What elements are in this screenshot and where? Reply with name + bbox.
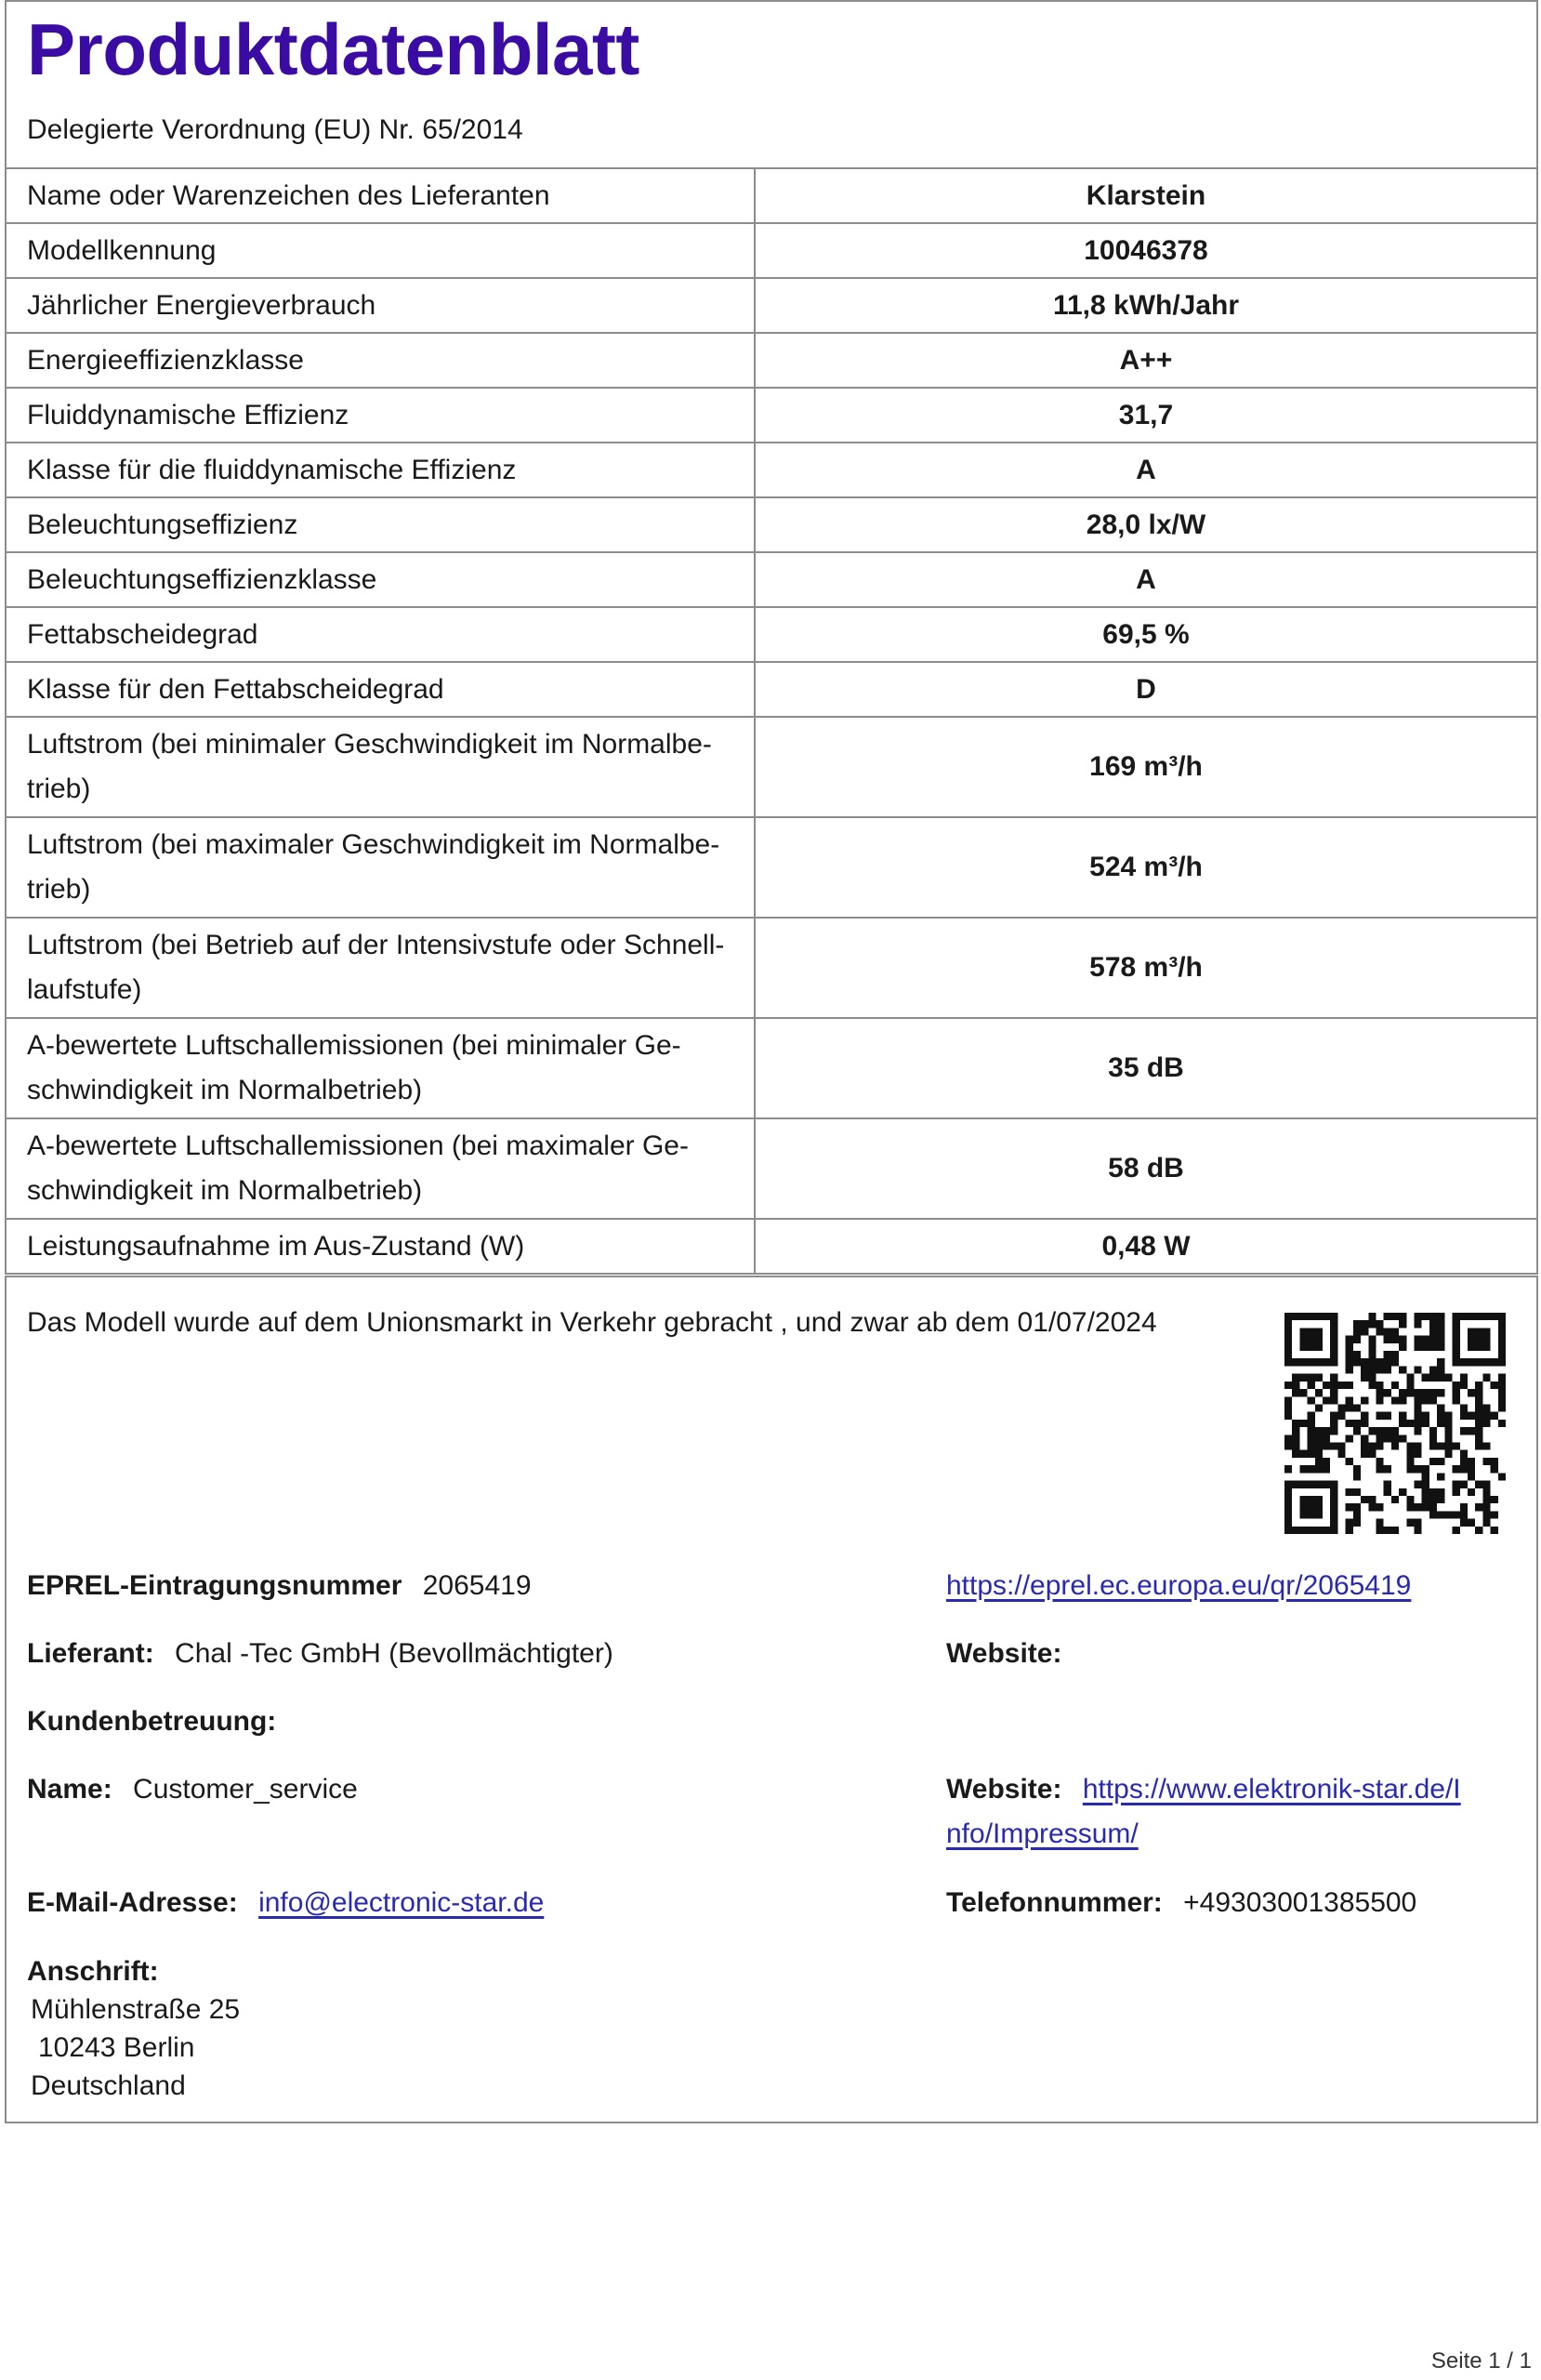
spec-value: 10046378 [755,223,1536,278]
spec-label: Beleuchtungseffizienzklasse [7,552,755,607]
spec-row [7,918,1536,1018]
spec-label: Name oder Warenzeichen des Lieferanten [7,169,755,223]
supplier-value: Chal -Tec GmbH (Bevollmächtigter) [175,1638,613,1669]
website-label: Website: [946,1638,1062,1669]
spec-value: 58 dB [755,1118,1536,1219]
spec-label: Luftstrom (bei maximaler Geschwindigkeit im Normalbe- trieb) [7,817,755,918]
spec-row [7,1018,1536,1118]
customer-service-label: Kundenbetreuung: [27,1706,277,1737]
phone-value: +49303001385500 [1183,1887,1417,1918]
address-country: Deutschland [31,2070,186,2101]
spec-row [7,552,1536,607]
spec-label: Jährlicher Energieverbrauch [7,278,755,333]
spec-label: Luftstrom (bei Betrieb auf der Intensivstufe oder Schnell- laufstufe) [7,918,755,1018]
spec-value: 524 m³/h [755,817,1536,918]
email-label: E-Mail-Adresse: [27,1887,238,1918]
website2-link-line2[interactable]: nfo/Impressum/ [946,1818,1139,1849]
spec-value: 0,48 W [1101,1230,1191,1262]
spec-row [7,717,1536,817]
spec-value: 28,0 lx/W [755,497,1536,552]
page-title: Produktdatenblatt [27,8,639,90]
website2-link-line1[interactable]: https://www.elektronik-star.de/I [1082,1774,1461,1805]
spec-value: 11,8 kWh/Jahr [755,278,1536,333]
spec-table [7,169,1536,1273]
spec-value: 35 dB [755,1018,1536,1118]
spec-label: Energieeffizienzklasse [7,333,755,388]
address-label: Anschrift: [27,1956,159,1987]
spec-label: Klasse für die fluiddynamische Effizienz [7,443,755,497]
spec-row [7,607,1536,662]
spec-value: 69,5 % [755,607,1536,662]
spec-label: A-bewertete Luftschallemissionen (bei maximaler Ge- schwindigkeit im Normalbetrieb) [7,1118,755,1219]
spec-label: Leistungsaufnahme im Aus-Zustand (W) [7,1219,755,1273]
website2-label: Website: [946,1774,1062,1805]
spec-row [7,223,1536,278]
spec-label: Klasse für den Fettabscheidegrad [7,662,755,717]
qr-code-icon[interactable] [1284,1313,1506,1534]
eprel-link[interactable]: https://eprel.ec.europa.eu/qr/2065419 [946,1570,1412,1601]
regulation-subtitle: Delegierte Verordnung (EU) Nr. 65/2014 [7,95,1536,169]
address-city: 10243 Berlin [38,2032,195,2063]
product-data-sheet [5,0,1538,1275]
spec-value: 578 m³/h [755,918,1536,1018]
spec-label: Fettabscheidegrad [7,607,755,662]
spec-row [7,388,1536,443]
spec-value: A++ [755,333,1536,388]
spec-value: 31,7 [755,388,1536,443]
spec-row [7,333,1536,388]
spec-value: A [755,443,1536,497]
supplier-label: Lieferant: [27,1638,154,1669]
eprel-label: EPREL-Eintragungsnummer [27,1570,402,1601]
spec-row [7,278,1536,333]
spec-value: D [755,662,1536,717]
spec-label: Fluiddynamische Effizienz [7,388,755,443]
spec-label: Beleuchtungseffizienz [7,497,755,552]
title-bar [7,0,1536,95]
address-street: Mühlenstraße 25 [31,1994,241,2025]
page-number: Seite 1 / 1 [1430,2348,1532,2373]
email-link[interactable]: info@electronic-star.de [258,1887,545,1918]
spec-value: 169 m³/h [755,717,1536,817]
spec-value: A [755,552,1536,607]
eprel-number: 2065419 [422,1570,532,1601]
spec-row [7,443,1536,497]
info-panel [5,1276,1538,2123]
spec-row [7,662,1536,717]
spec-row [7,1118,1536,1219]
contact-name-value: Customer_service [133,1774,358,1805]
spec-label: A-bewertete Luftschallemissionen (bei minimaler Ge- schwindigkeit im Normalbetrieb) [7,1018,755,1118]
market-date-text: Das Modell wurde auf dem Unionsmarkt in Verkehr gebracht , und zwar ab dem 01/07/2024 [27,1307,1157,1338]
spec-row [7,817,1536,918]
spec-label: Modellkennung [7,223,755,278]
spec-row [7,169,1536,223]
spec-row [7,497,1536,552]
spec-label: Luftstrom (bei minimaler Geschwindigkeit im Normalbe- trieb) [7,717,755,817]
contact-name-label: Name: [27,1774,112,1805]
phone-label: Telefonnummer: [946,1887,1163,1918]
spec-row [7,1219,1536,1273]
spec-value: Klarstein [755,169,1536,223]
